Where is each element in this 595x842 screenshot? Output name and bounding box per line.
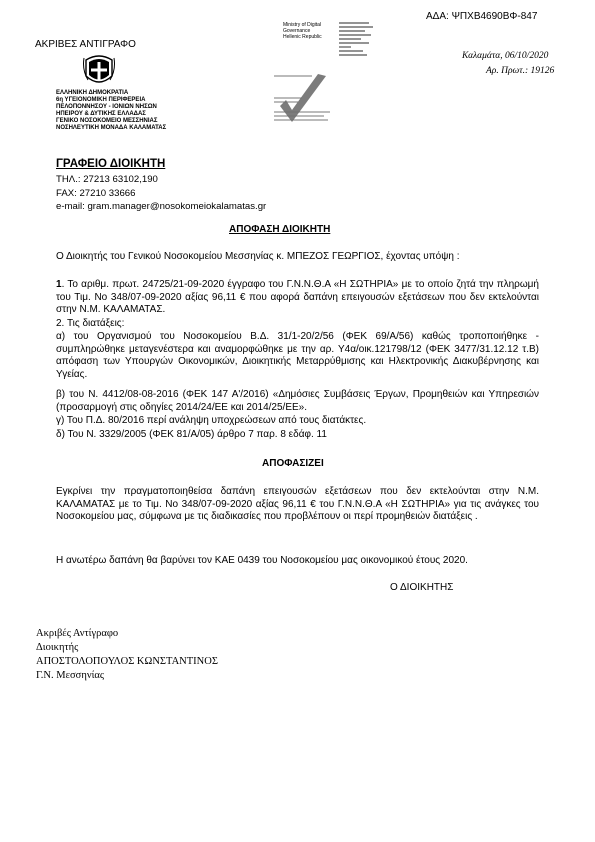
greek-coat-of-arms-icon xyxy=(82,52,116,88)
office-title: ΓΡΑΦΕΙΟ ΔΙΟΙΚΗΤΗ xyxy=(56,158,166,170)
provision-c: γ) Του Π.Δ. 80/2016 περί ανάληψη υποχρεώσεων από τους διατάκτες. xyxy=(56,415,367,426)
intro-paragraph: Ο Διοικητής του Γενικού Νοσοκομείου Μεσσηνίας κ. ΜΠΕΖΟΣ ΓΕΩΡΓΙΟΣ, έχοντας υπόψη : xyxy=(56,251,460,262)
provision-d: δ) Του Ν. 3329/2005 (ΦΕΚ 81/Α/05) άρθρο 7 παρ. 8 εδάφ. 11 xyxy=(56,429,327,440)
digital-signature-details-icon xyxy=(339,21,379,59)
provision-a: α) του Οργανισμού του Νοσοκομείου Β.Δ. 31/1-20/2/56 (ΦΕΚ 69/Α/56) καθώς τροποποιήθηκε - συμπληρώθηκε μεταγενέστερα και αναμορφώθηκε με την αρ. Υ4α/οικ.121798/12 (ΦΕΚ 3477/31.12.12 τ.Β) απόφαση των Υπουργών Οικονομικών, Διοικητικής Μεταρρύθμισης και Ηλεκτρονικής Διακυβέρνησης και Υγείας. xyxy=(56,331,539,380)
decides-paragraph-1: Εγκρίνει την πραγματοποιηθείσα δαπάνη επειγουσών εξετάσεων που δεν εκτελούνται στην Ν.Μ. ΚΑΛΑΜΑΤΑΣ με το Τιμ. Νο 348/07-09-2020 αξίας 96,11 € του Γ.Ν.Ν.Θ.Α «Η ΣΩΤΗΡΙΑ» για τις ανάγκες του Νοσοκομείου μας, σύμφωνα με τις διαδικασίες που προβλέπουν οι περί προμηθειών διατάξεις . xyxy=(56,486,539,522)
org-line: ΓΕΝΙΚΟ ΝΟΣΟΚΟΜΕΙΟ ΜΕΣΣΗΝΙΑΣ xyxy=(56,118,158,124)
item-1-paragraph xyxy=(56,279,539,317)
office-email: e-mail: gram.manager@nosokomeiokalamatas.gr xyxy=(56,201,267,212)
provision-b: β) του Ν. 4412/08-08-2016 (ΦΕΚ 147 Α'/2016) «Δημόσιες Συμβάσεις Έργων, Προμηθειών και Υπηρεσιών (προσαρμογή στις οδηγίες 2014/24/ΕΕ και 2014/25/ΕΕ». xyxy=(56,389,539,413)
decision-title: ΑΠΟΦΑΣΗ ΔΙΟΙΚΗΤΗ xyxy=(229,224,331,235)
protocol-number: Αρ. Πρωτ.: 19126 xyxy=(486,66,555,76)
office-phone: ΤΗΛ.: 27213 63102,190 xyxy=(56,174,158,185)
org-line: ΠΕΛΟΠΟΝΝΗΣΟΥ - ΙΟΝΙΩΝ ΝΗΣΩΝ xyxy=(56,104,157,110)
ada-code: ΑΔΑ: ΨΠΧΒ4690ΒΦ-847 xyxy=(426,11,538,22)
copy-line: ΑΠΟΣΤΟΛΟΠΟΥΛΟΣ ΚΩΝΣΤΑΝΤΙΝΟΣ xyxy=(36,656,218,667)
item-2-heading: 2. Τις διατάξεις: xyxy=(56,318,125,329)
true-copy-label: ΑΚΡΙΒΕΣ ΑΝΤΙΓΡΑΦΟ xyxy=(35,39,136,50)
decides-title: ΑΠΟΦΑΣΙΖΕΙ xyxy=(262,458,324,469)
item-1-number: 1 xyxy=(56,279,62,290)
digital-signature-block xyxy=(283,22,322,40)
office-fax: FAX: 27210 33666 xyxy=(56,188,136,199)
copy-line: Ακριβές Αντίγραφο xyxy=(36,628,119,639)
org-header xyxy=(56,90,166,132)
decides-paragraph-2: Η ανωτέρω δαπάνη θα βαρύνει τον ΚΑΕ 0439 του Νοσοκομείου μας οικονομικού έτους 2020. xyxy=(56,555,468,566)
org-line: 6η ΥΓΕΙΟΝΟΜΙΚΗ ΠΕΡΙΦΕΡΕΙΑ xyxy=(56,97,146,103)
copy-line: Γ.Ν. Μεσσηνίας xyxy=(36,670,105,681)
org-line: ΗΠΕΙΡΟΥ & ΔΥΤΙΚΗΣ ΕΛΛΑΔΑΣ xyxy=(56,111,146,117)
org-line: ΝΟΣΗΛΕΥΤΙΚΗ ΜΟΝΑΔΑ ΚΑΛΑΜΑΤΑΣ xyxy=(56,125,167,131)
copy-line: Διοικητής xyxy=(36,642,79,653)
digital-signature-line: Ministry of Digital xyxy=(283,22,322,28)
digital-signature-line: Governance xyxy=(283,28,311,34)
digital-signature-line: Hellenic Republic xyxy=(283,34,322,40)
digital-signature-checkmark-icon xyxy=(272,70,336,132)
item-1-text: . Το αριθμ. πρωτ. 24725/21-09-2020 έγγραφο του Γ.Ν.Ν.Θ.Α «Η ΣΩΤΗΡΙΑ» με το οποίο ζητά την πληρωμή του Τιμ. Νο 348/07-09-2020 αξίας 96,11 € που αφορά δαπάνη επειγουσών εξετάσεων που δεν εκτελούνται στην Ν.Μ. ΚΑΛΑΜΑΤΑΣ. xyxy=(56,279,539,315)
org-line: ΕΛΛΗΝΙΚΗ ΔΗΜΟΚΡΑΤΙΑ xyxy=(56,90,129,96)
true-copy-block xyxy=(36,627,218,683)
director-signature: Ο ΔΙΟΙΚΗΤΗΣ xyxy=(390,582,454,593)
document-date: Καλαμάτα, 06/10/2020 xyxy=(462,51,549,61)
